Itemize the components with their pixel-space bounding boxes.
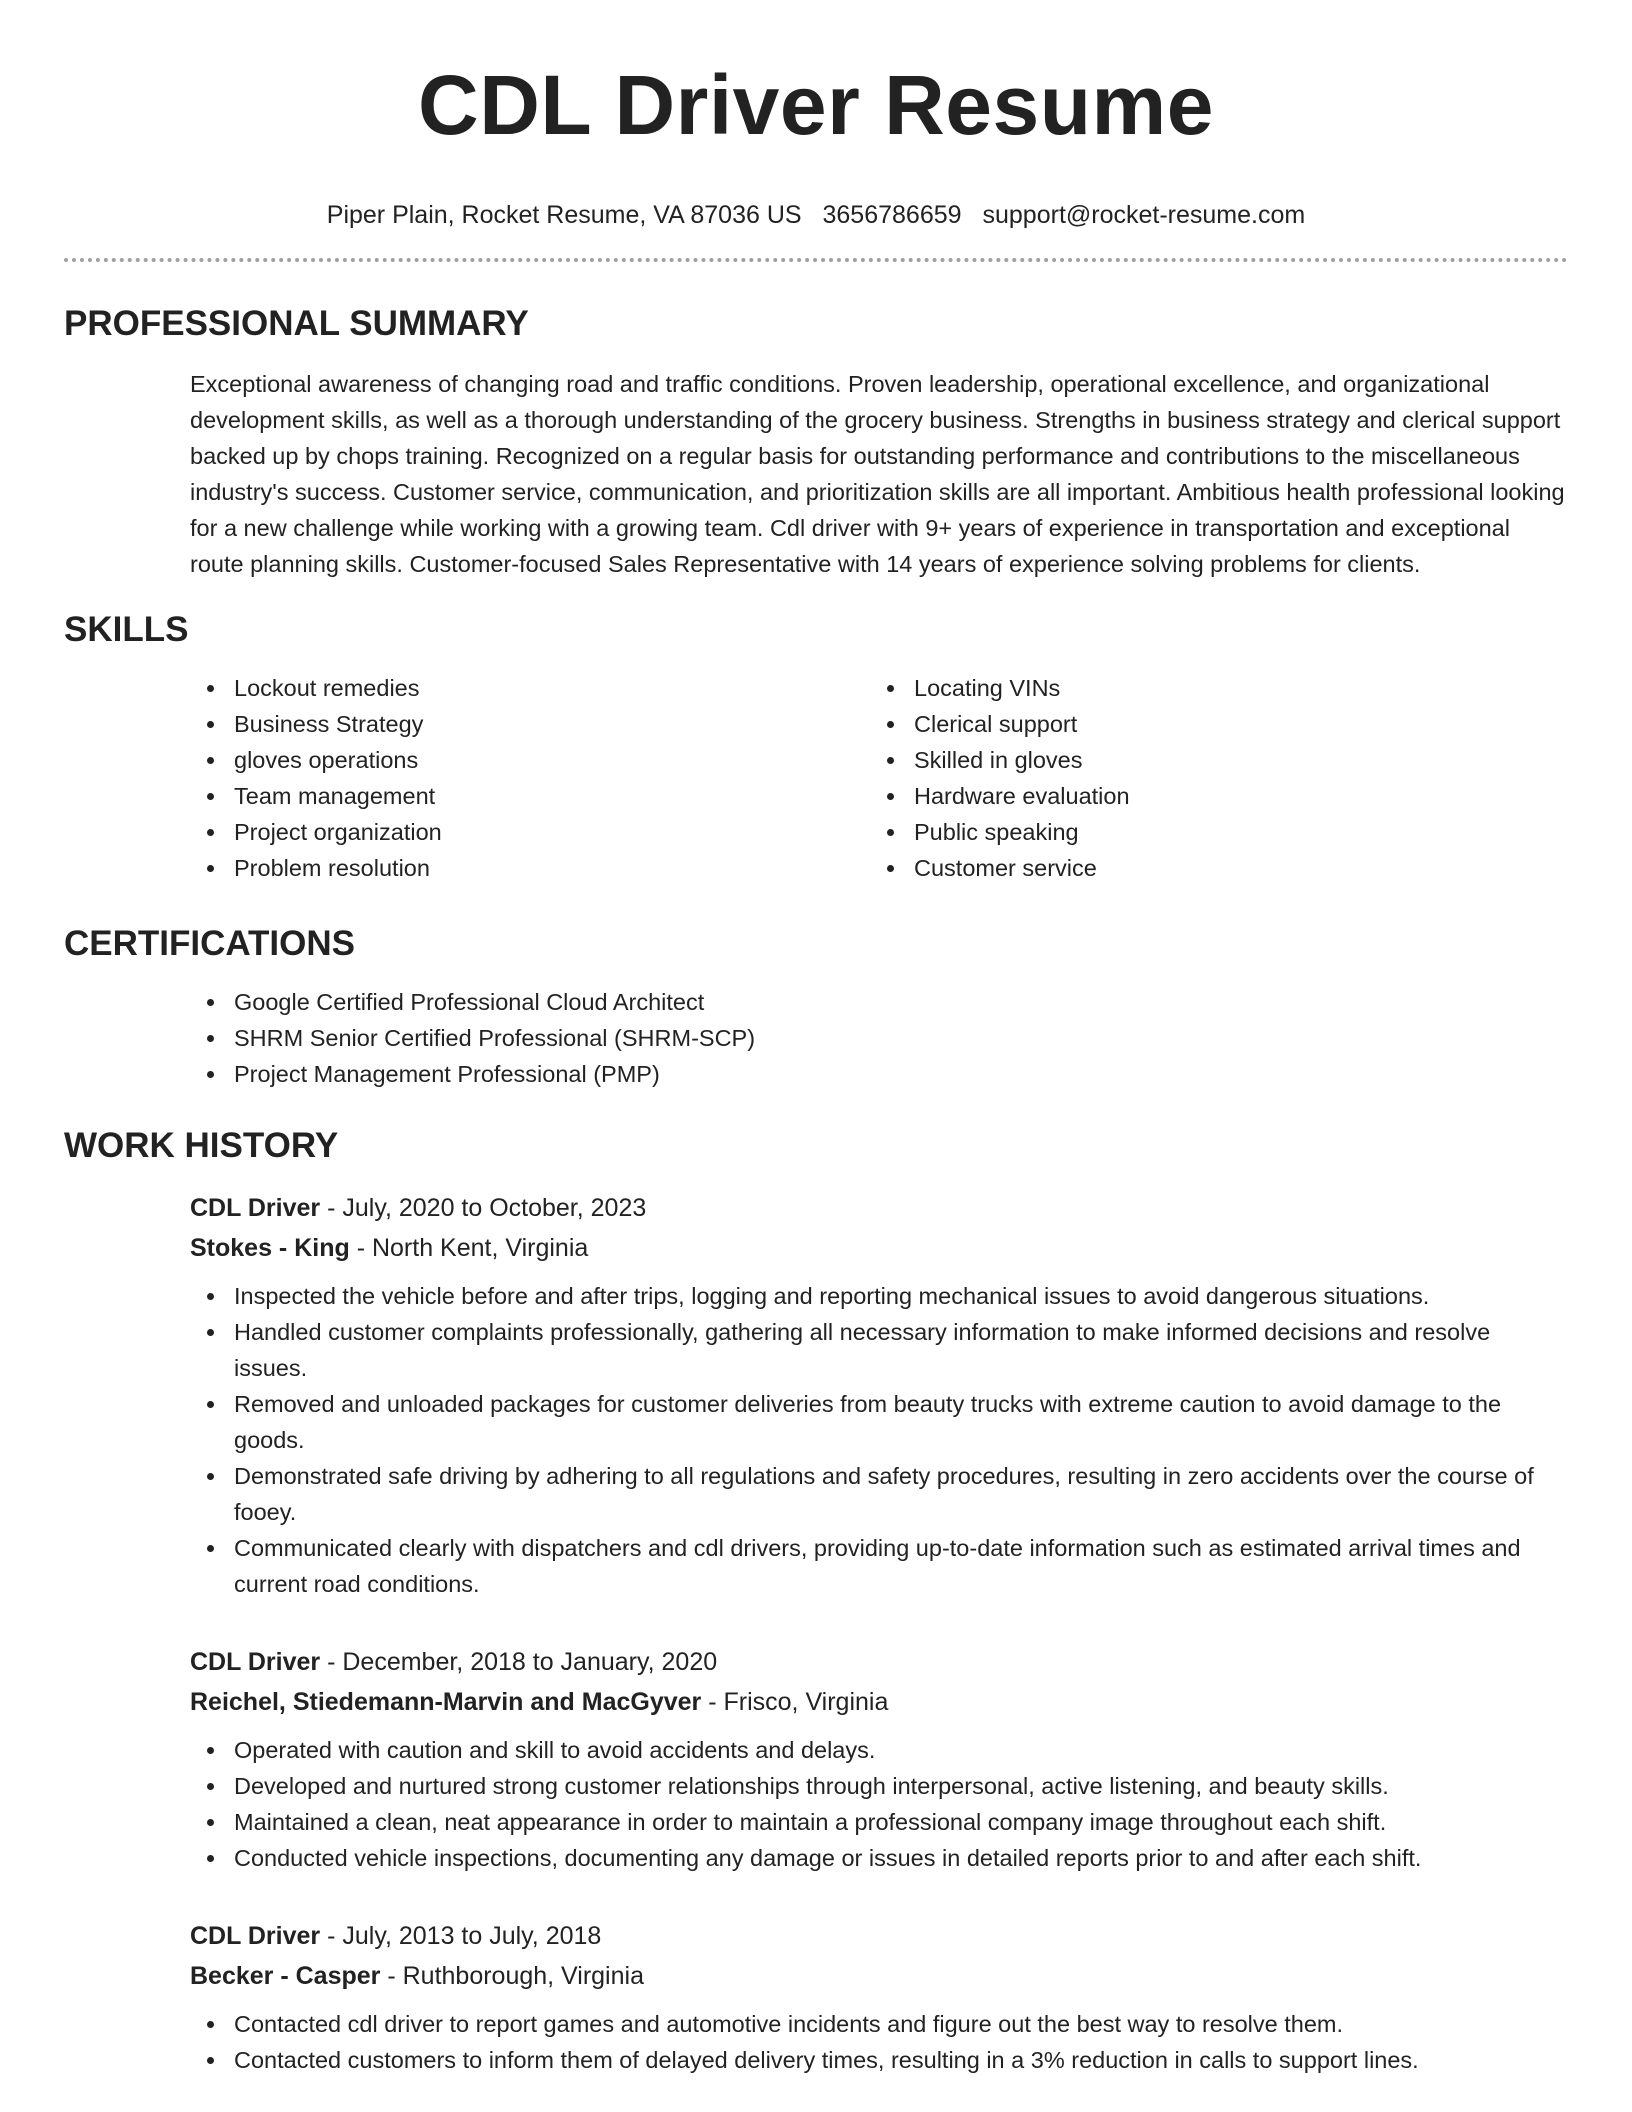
certification-item: Project Management Professional (PMP) — [190, 1056, 1568, 1092]
job-dates: - December, 2018 to January, 2020 — [320, 1648, 718, 1676]
skill-item: Skilled in gloves — [870, 742, 1550, 778]
contact-email: support@rocket-resume.com — [982, 201, 1306, 229]
job-company: Reichel, Stiedemann-Marvin and MacGyver — [190, 1688, 702, 1716]
job-bullets — [190, 1278, 1568, 1602]
job-title: CDL Driver — [190, 1194, 321, 1222]
skill-item: Problem resolution — [190, 850, 870, 886]
skill-item: Locating VINs — [870, 670, 1550, 706]
job-bullet: Operated with caution and skill to avoid accidents and delays. — [190, 1732, 1568, 1768]
skill-item: Public speaking — [870, 814, 1550, 850]
skill-item: gloves operations — [190, 742, 870, 778]
job-company-line — [190, 1228, 1568, 1268]
job-bullet: Conducted vehicle inspections, documenting any damage or issues in detailed reports prior to and after each shift. — [190, 1840, 1568, 1876]
job-bullet: Demonstrated safe driving by adhering to all regulations and safety procedures, resulting in zero accidents over the course of fooey. — [190, 1458, 1568, 1530]
header-divider — [64, 258, 1568, 262]
job-dates: - July, 2020 to October, 2023 — [320, 1194, 647, 1222]
job-bullets — [190, 2006, 1568, 2078]
job-title-line — [190, 1916, 1568, 1956]
summary-text: Exceptional awareness of changing road and traffic conditions. Proven leadership, operational excellence, and organizational development skills, as well as a thorough understanding of the grocery business. Strengths in business strategy and clerical support backed up by chops training. Recognized on a regular basis for outstanding performance and contributions to the miscellaneous industry's success. Customer service, communication, and prioritization skills are all important. Ambitious health professional looking for a new challenge while working with a growing team. Cdl driver with 9+ years of experience in transportation and exceptional route planning skills. Customer-focused Sales Representative with 14 years of experience solving problems for clients. — [190, 371, 1565, 577]
certification-item: Google Certified Professional Cloud Architect — [190, 984, 1568, 1020]
certification-item: SHRM Senior Certified Professional (SHRM-SCP) — [190, 1020, 1568, 1056]
job-bullet: Contacted cdl driver to report games and automotive incidents and figure out the best way to resolve them. — [190, 2006, 1568, 2042]
job-title-line — [190, 1642, 1568, 1682]
skill-item: Hardware evaluation — [870, 778, 1550, 814]
job-location: - North Kent, Virginia — [349, 1234, 589, 1262]
job-entry — [190, 1188, 1568, 1602]
job-location: - Ruthborough, Virginia — [380, 1962, 644, 1990]
job-bullets — [190, 1732, 1568, 1876]
job-bullet: Inspected the vehicle before and after trips, logging and reporting mechanical issues to avoid dangerous situations. — [190, 1278, 1568, 1314]
job-dates: - July, 2013 to July, 2018 — [320, 1922, 602, 1950]
job-bullet: Maintained a clean, neat appearance in order to maintain a professional company image throughout each shift. — [190, 1804, 1568, 1840]
job-company: Stokes - King — [190, 1234, 350, 1262]
job-company-line — [190, 1682, 1568, 1722]
job-company: Becker - Casper — [190, 1962, 381, 1990]
job-bullet: Handled customer complaints professionally, gathering all necessary information to make informed decisions and resolve issues. — [190, 1314, 1568, 1386]
skill-item: Business Strategy — [190, 706, 870, 742]
skills-left-column — [190, 670, 870, 886]
skill-item: Customer service — [870, 850, 1550, 886]
contact-address: Piper Plain, Rocket Resume, VA 87036 US — [326, 201, 802, 229]
job-bullet: Removed and unloaded packages for customer deliveries from beauty trucks with extreme caution to avoid damage to the goods. — [190, 1386, 1568, 1458]
skills-right-column — [870, 670, 1550, 886]
job-entry — [190, 1642, 1568, 1876]
job-bullet: Developed and nurtured strong customer relationships through interpersonal, active listening, and beauty skills. — [190, 1768, 1568, 1804]
job-bullet: Communicated clearly with dispatchers and cdl drivers, providing up-to-date information such as estimated arrival times and current road conditions. — [190, 1530, 1568, 1602]
job-bullet: Contacted customers to inform them of delayed delivery times, resulting in a 3% reduction in calls to support lines. — [190, 2042, 1568, 2078]
job-entry — [190, 1916, 1568, 2078]
skill-item: Project organization — [190, 814, 870, 850]
job-title: CDL Driver — [190, 1922, 321, 1950]
contact-phone: 3656786659 — [822, 201, 962, 229]
skills-heading: SKILLS — [64, 610, 189, 649]
certifications-list — [190, 984, 1568, 1092]
job-location: - Frisco, Virginia — [701, 1688, 889, 1716]
skill-item: Lockout remedies — [190, 670, 870, 706]
job-title: CDL Driver — [190, 1648, 321, 1676]
skill-item: Clerical support — [870, 706, 1550, 742]
work-history-heading: WORK HISTORY — [64, 1126, 339, 1165]
summary-heading: PROFESSIONAL SUMMARY — [64, 304, 529, 343]
resume-title: CDL Driver Resume — [418, 58, 1214, 152]
skill-item: Team management — [190, 778, 870, 814]
job-title-line — [190, 1188, 1568, 1228]
skills-grid — [190, 670, 1568, 886]
certifications-heading: CERTIFICATIONS — [64, 924, 356, 963]
job-company-line — [190, 1956, 1568, 1996]
contact-line — [64, 198, 1568, 232]
